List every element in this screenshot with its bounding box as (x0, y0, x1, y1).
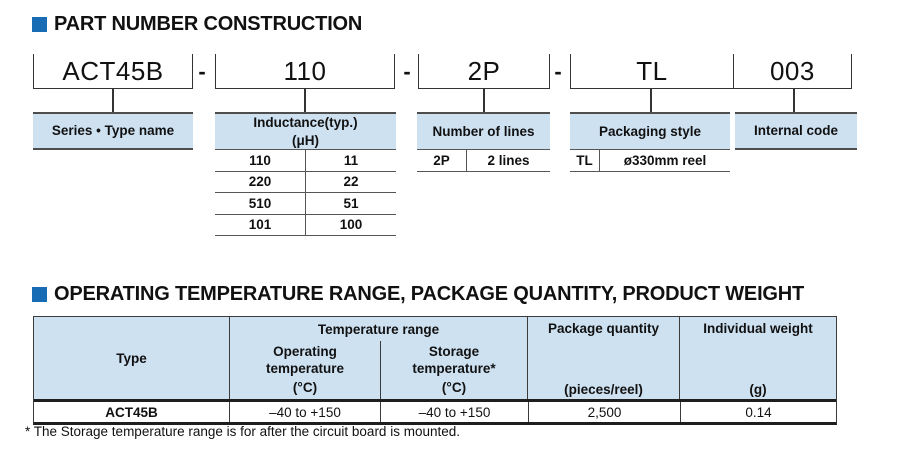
inductance-code-cell: 510 (215, 193, 306, 214)
temperature-package-table (33, 316, 837, 425)
unit-label: (pieces/reel) (564, 382, 643, 397)
connector-line (304, 88, 306, 112)
label-series-type-name (33, 112, 193, 150)
inductance-value-table (215, 150, 396, 236)
section1-title: PART NUMBER CONSTRUCTION (54, 13, 363, 35)
inductance-code-cell: 110 (215, 150, 306, 171)
label-inductance (215, 112, 396, 150)
table-row (417, 150, 550, 172)
header-line: temperature* (412, 360, 496, 376)
storage-temperature-header-cell (381, 341, 527, 399)
table-row (570, 150, 730, 172)
part-dash-3: - (554, 59, 562, 84)
packaging-code-cell: TL (570, 150, 600, 171)
weight-value-cell: 0.14 (745, 404, 772, 420)
part-code-packaging: TL (636, 55, 668, 86)
table-row (215, 150, 396, 172)
unit-label: (g) (749, 382, 767, 397)
unit-label: (°C) (441, 380, 467, 396)
label-number-of-lines (417, 112, 550, 150)
operating-temperature-header-cell (230, 341, 381, 399)
lines-value-table (417, 150, 550, 172)
packaging-value-table (570, 150, 730, 172)
label-unit-text: (μH) (292, 132, 319, 148)
table-row (215, 215, 396, 237)
part-code-inductance: 110 (283, 55, 327, 86)
table-data-row (34, 402, 836, 422)
blue-square-icon (32, 17, 47, 32)
part-code-series: ACT45B (62, 55, 164, 86)
inductance-value-cell: 22 (343, 174, 359, 190)
label-text: Number of lines (432, 123, 535, 139)
header-line: Operating (273, 344, 337, 359)
temperature-subcolumns (230, 341, 527, 399)
connector-line (483, 88, 485, 112)
storage-temperature-footnote: * The Storage temperature range is for after the circuit board is mounted. (25, 424, 460, 439)
header-lines (412, 344, 495, 378)
part-segment-inductance (215, 54, 395, 89)
section2-header (32, 283, 804, 306)
operating-value-cell: –40 to +150 (230, 402, 381, 422)
header-line: Storage (428, 344, 480, 359)
header-line: Individual weight (703, 321, 813, 336)
connector-line (650, 88, 652, 112)
blue-square-icon (32, 287, 47, 302)
label-internal-code (735, 112, 857, 150)
part-segment-packaging-internal (570, 54, 852, 89)
part-dash-2: - (403, 59, 411, 84)
packaging-value-cell: ø330mm reel (623, 152, 707, 168)
unit-label: (°C) (292, 380, 318, 396)
package-quantity-header-cell (528, 317, 680, 399)
inductance-code-cell: 220 (215, 172, 306, 193)
connector-line (112, 88, 114, 112)
lines-code-cell: 2P (417, 150, 467, 171)
header-line: temperature (265, 360, 345, 376)
label-text: Inductance(typ.) (253, 114, 358, 130)
lines-value-cell: 2 lines (487, 152, 530, 168)
table-row (215, 172, 396, 194)
part-dash-1: - (198, 59, 206, 84)
table-header (34, 317, 836, 402)
connector-line (793, 88, 795, 112)
temperature-range-header: Temperature range (317, 321, 440, 337)
part-segment-lines (418, 54, 550, 89)
label-text: Internal code (753, 123, 839, 139)
inductance-code-cell: 101 (215, 215, 306, 236)
label-text: Series • Type name (51, 123, 175, 139)
section1-header (32, 13, 362, 36)
table-row (215, 193, 396, 215)
package-value-cell: 2,500 (529, 402, 681, 422)
part-code-internal: 003 (733, 54, 851, 88)
section2-title: OPERATING TEMPERATURE RANGE, PACKAGE QUANTITY, PRODUCT WEIGHT (54, 283, 805, 305)
label-packaging-style (570, 112, 730, 150)
header-line: Package quantity (547, 321, 660, 336)
part-segment-series (33, 54, 193, 89)
inductance-value-cell: 51 (343, 195, 359, 211)
individual-weight-header-cell (680, 317, 836, 399)
type-header-cell: Type (34, 317, 230, 399)
type-value-cell: ACT45B (34, 402, 230, 422)
inductance-value-cell: 100 (339, 217, 363, 233)
header-lines (266, 344, 344, 378)
part-code-lines: 2P (467, 55, 501, 86)
temperature-range-group (230, 317, 528, 399)
inductance-value-cell: 11 (343, 152, 359, 168)
storage-value-cell: –40 to +150 (381, 402, 529, 422)
label-text: Packaging style (598, 123, 702, 139)
